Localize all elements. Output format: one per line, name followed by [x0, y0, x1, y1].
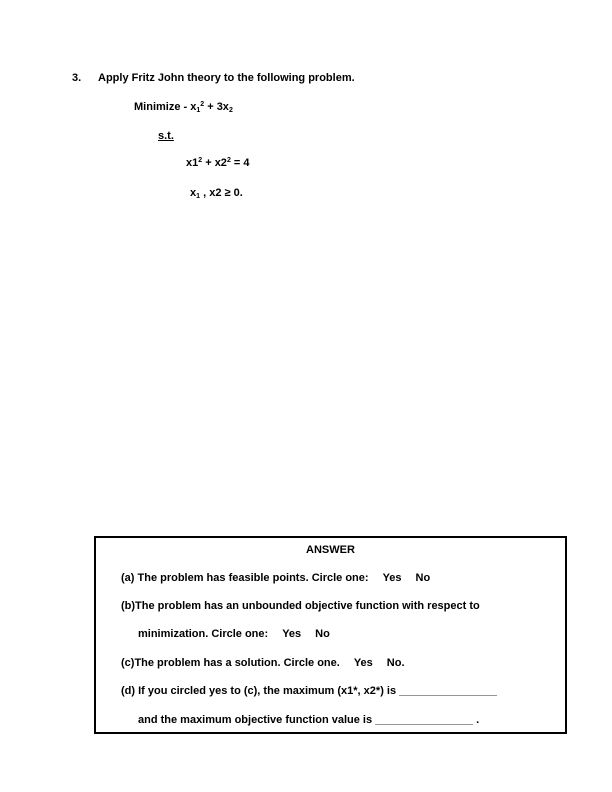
objective-function: [134, 101, 233, 114]
answer-a: [121, 572, 430, 584]
answer-c: [121, 657, 405, 669]
answer-c-yes[interactable]: Yes: [353, 657, 373, 669]
answer-title: ANSWER: [306, 544, 355, 556]
constraint-1-sup1: 2: [198, 157, 203, 164]
objective-prefix: Minimize - x: [134, 101, 197, 113]
answer-a-text: (a) The problem has feasible points. Circle one:: [121, 572, 369, 584]
subject-to-label: s.t.: [158, 130, 174, 142]
constraint-2-a: x: [190, 187, 197, 199]
constraint-2: [190, 187, 243, 200]
answer-d-line1[interactable]: (d) If you circled yes to (c), the maximum (x1*, x2*) is ________________: [121, 685, 498, 697]
answer-box: [94, 536, 567, 734]
question-number: 3.: [72, 72, 82, 84]
answer-c-text: (c)The problem has a solution. Circle one.: [121, 657, 340, 669]
objective-mid: + 3x: [204, 101, 229, 113]
question-text: Apply Fritz John theory to the following problem.: [98, 72, 355, 84]
answer-a-no[interactable]: No: [415, 572, 431, 584]
constraint-1-a: x1: [186, 157, 199, 169]
objective-sub2: 2: [228, 107, 233, 114]
answer-c-no[interactable]: No.: [386, 657, 405, 669]
objective-sub1: 1: [196, 107, 201, 114]
answer-a-yes[interactable]: Yes: [382, 572, 402, 584]
answer-b-text: minimization. Circle one:: [138, 628, 269, 640]
answer-b-line1: (b)The problem has an unbounded objective function with respect to: [121, 600, 480, 612]
answer-b-no[interactable]: No: [315, 628, 330, 640]
constraint-1-c: = 4: [230, 157, 250, 169]
answer-b-line2: [138, 628, 330, 640]
constraint-2-b: , x2 ≥ 0.: [200, 187, 243, 199]
constraint-1-b: + x2: [202, 157, 227, 169]
constraint-1: [186, 157, 250, 169]
constraint-2-sub1: 1: [196, 193, 201, 200]
objective-sup: 2: [200, 101, 205, 108]
answer-d-line2[interactable]: and the maximum objective function value is ________________ .: [138, 714, 480, 726]
answer-b-yes[interactable]: Yes: [282, 628, 302, 640]
constraint-1-sup2: 2: [226, 157, 231, 164]
